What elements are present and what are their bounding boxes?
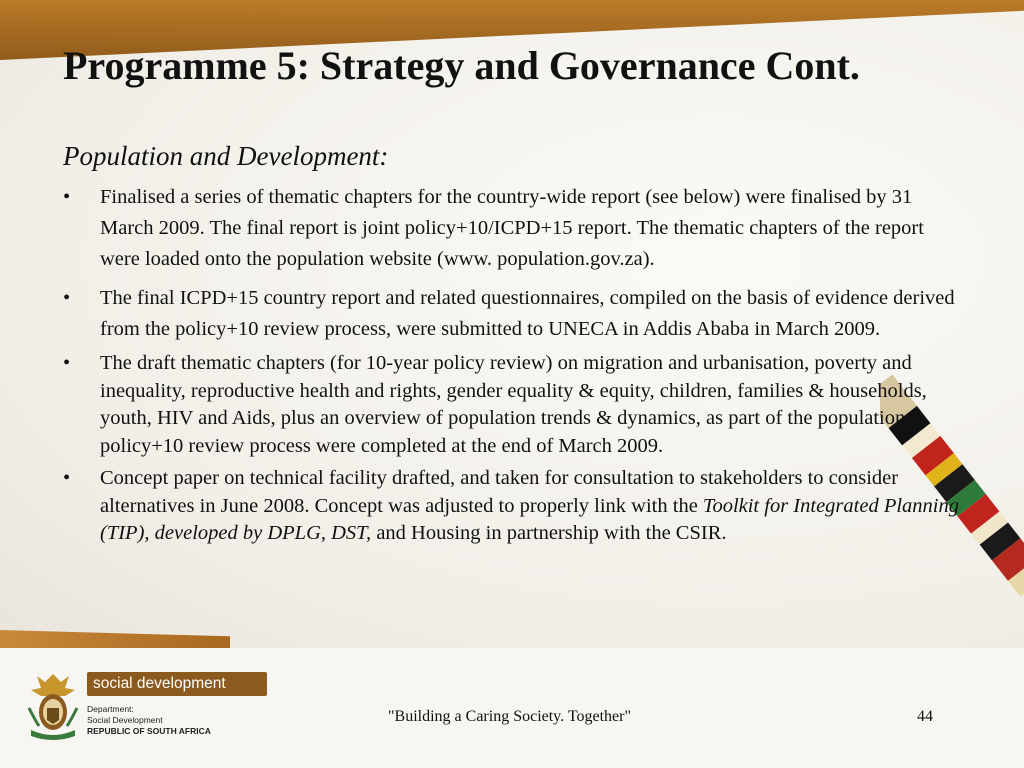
list-item (63, 182, 968, 275)
bullet-list (63, 182, 968, 548)
bullet-marker: • (63, 287, 71, 309)
bullet-text: The draft thematic chapters (for 10-year policy review) on migration and urbanisation, poverty and inequality, reproductive health and rights, gender equality & equity, children, families & households, youth, HIV and Aids, plus an overview of population trends & dynamics, as part of the population policy+10 review process were completed at the end of March 2009. (100, 352, 927, 457)
list-item (63, 350, 968, 460)
bullet-marker: • (63, 467, 71, 489)
dept-line-1: Department: (87, 704, 134, 714)
bullet-marker: • (63, 352, 71, 374)
bullet-text: Finalised a series of thematic chapters for the country-wide report (see below) were finalised by 31 March 2009. The final report is joint policy+10/ICPD+15 report. The thematic chapters of the report were loaded onto the population website (www. population.gov.za). (100, 186, 924, 270)
bullet-text: The final ICPD+15 country report and related questionnaires, compiled on the basis of evidence derived from the policy+10 review process, were submitted to UNECA in Addis Ababa in March 2009. (100, 287, 955, 340)
footer-slogan: "Building a Caring Society. Together" (388, 708, 632, 725)
dept-line-3: REPUBLIC OF SOUTH AFRICA (87, 726, 211, 736)
bullet-text-italic: Toolkit for Integrated Planning (TIP), developed by DPLG, DST, (100, 494, 959, 544)
bullet-text (100, 467, 959, 544)
list-item (63, 283, 968, 345)
department-name (87, 704, 211, 737)
slide-title: Programme 5: Strategy and Governance Cont. (63, 43, 860, 88)
brand-name: social development (87, 672, 267, 696)
bullet-text-start: Concept paper on technical facility drafted, and taken for consultation to stakeholders to consider alternatives in June 2008. Concept was adjusted to properly link with the (100, 467, 899, 517)
department-logo (25, 668, 265, 748)
coat-of-arms-icon (25, 668, 81, 744)
bullet-text-end: and Housing in partnership with the CSIR. (371, 522, 727, 544)
list-item (63, 465, 968, 548)
bullet-marker: • (63, 186, 71, 208)
dept-line-2: Social Development (87, 715, 163, 725)
section-subtitle: Population and Development: (63, 141, 389, 171)
page-number: 44 (917, 708, 933, 725)
